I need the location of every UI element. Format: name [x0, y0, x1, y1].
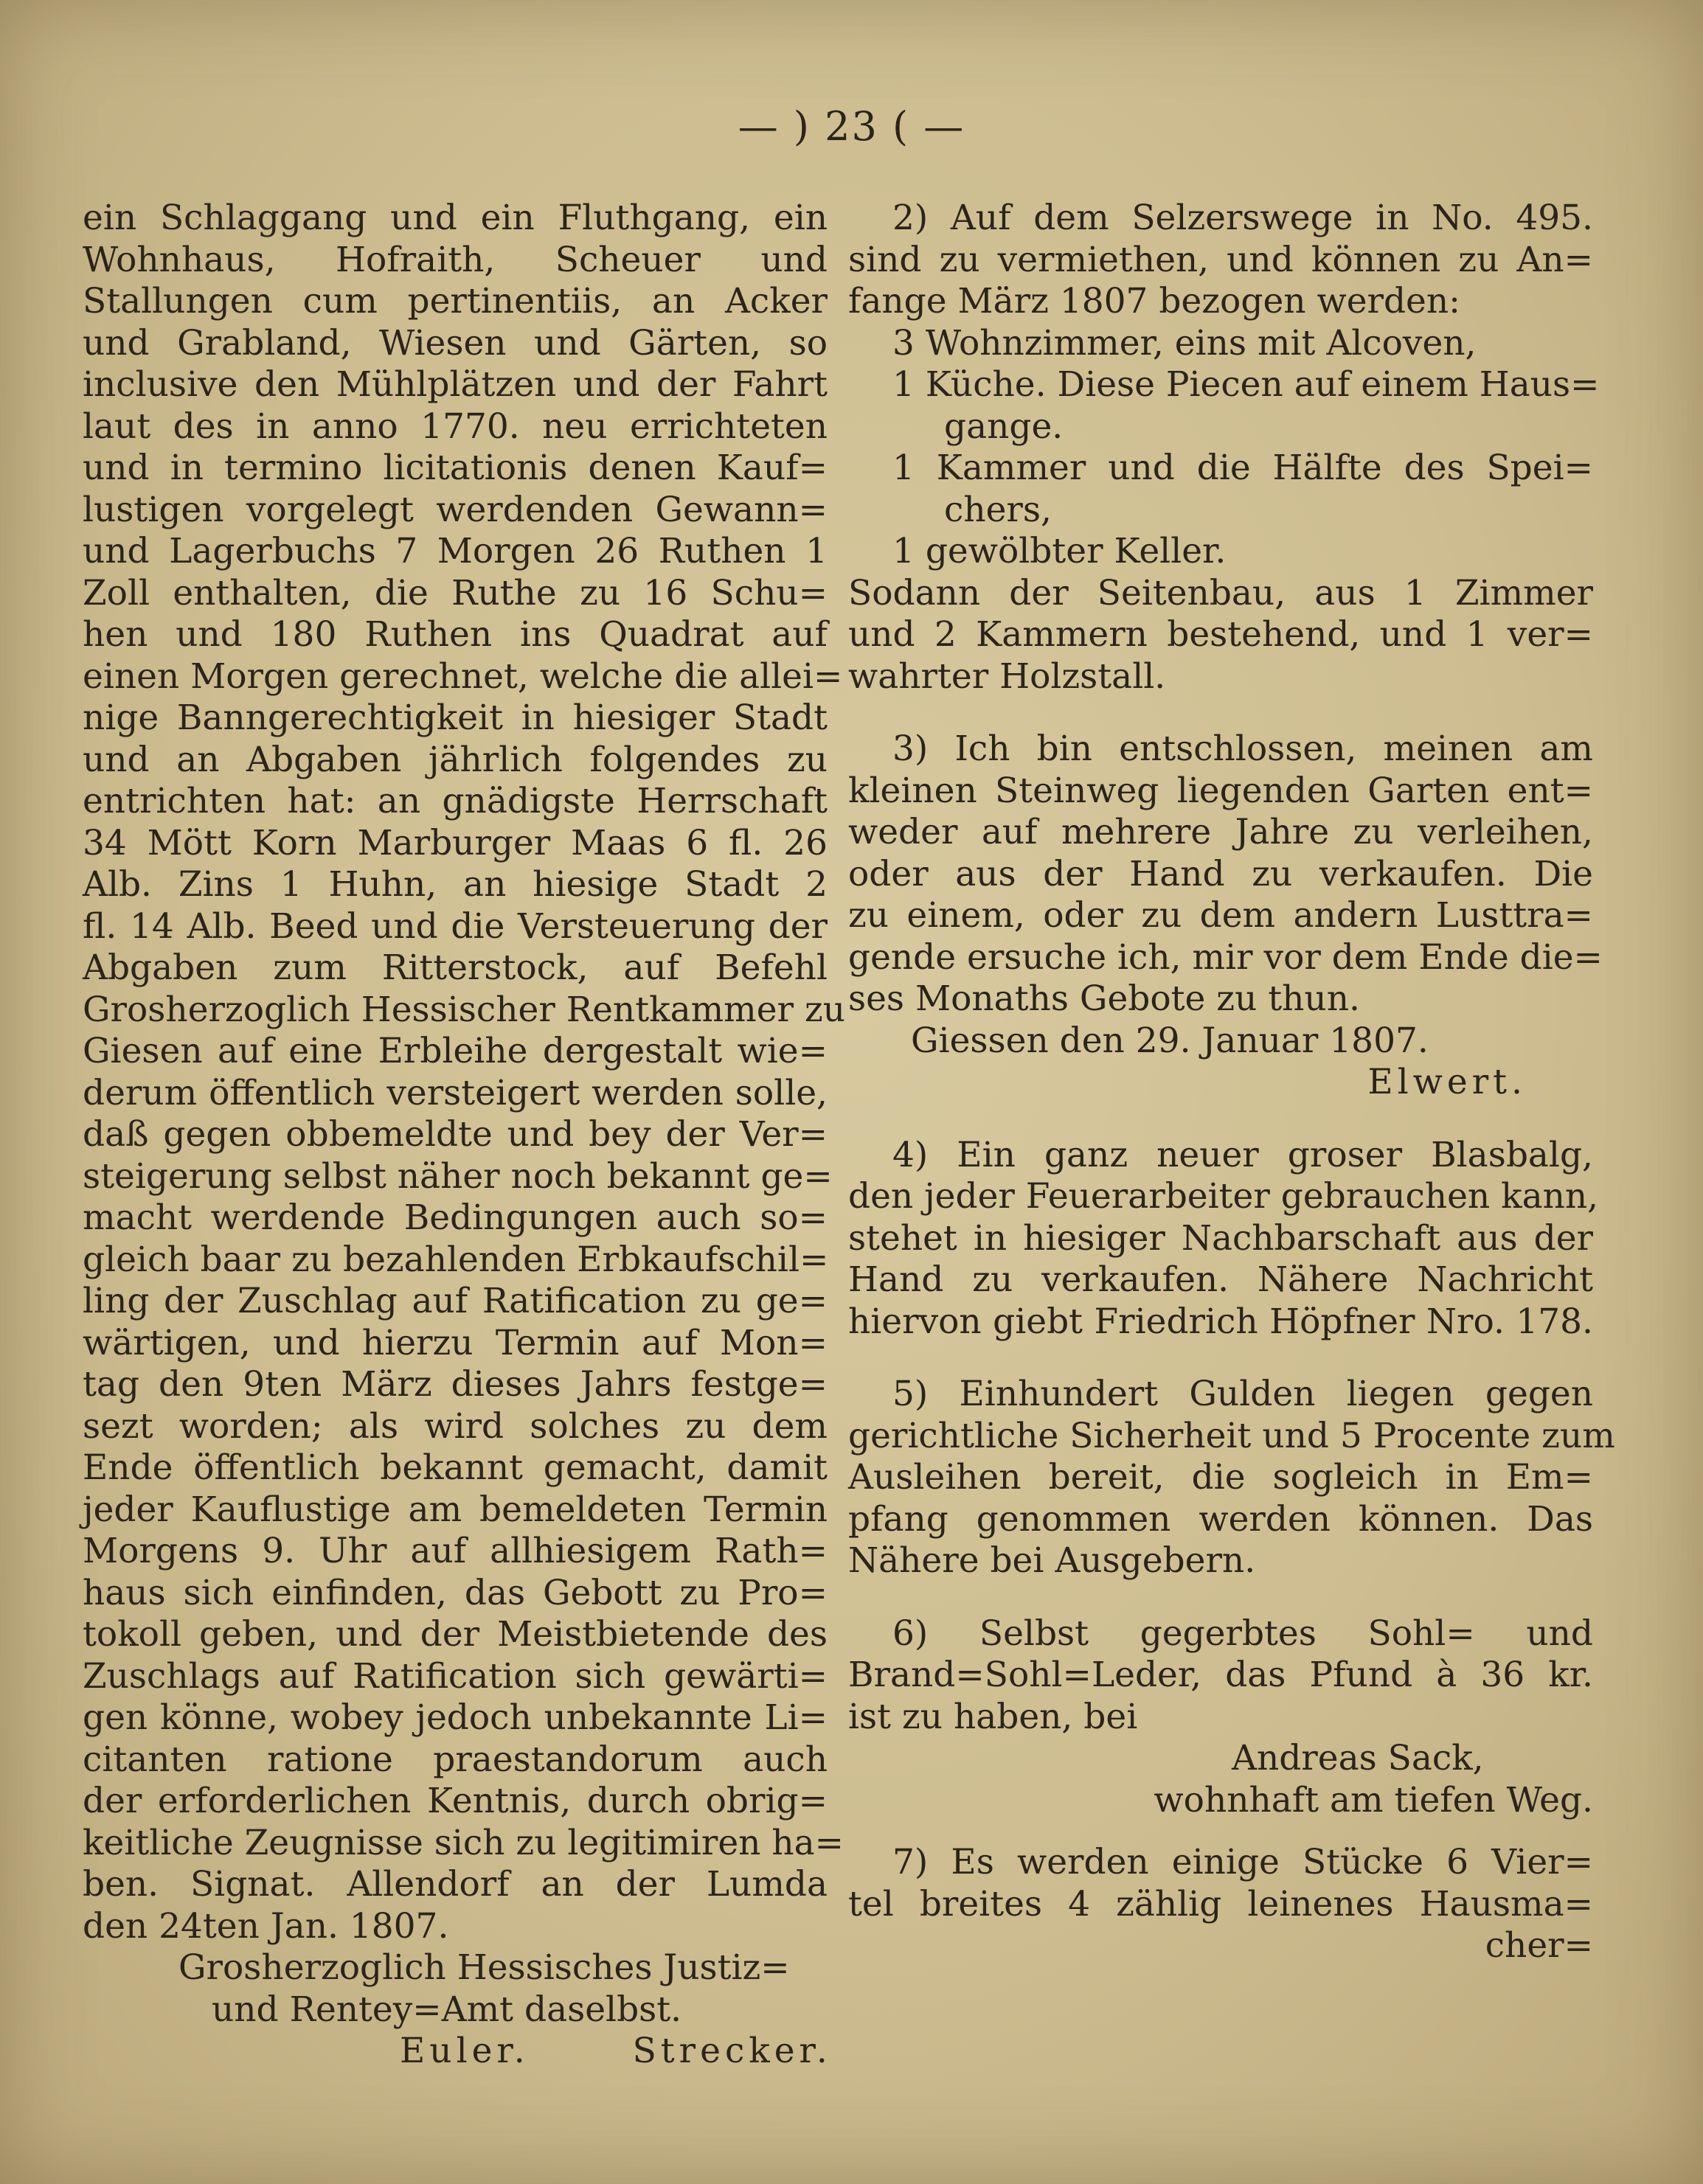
text-line: jeder Kauflustige am bemeldeten Termin	[83, 1489, 828, 1530]
text-line: gleich baar zu bezahlenden Erbkaufschil=	[83, 1239, 829, 1280]
advertiser-name: Andreas Sack,	[1232, 1738, 1484, 1778]
text-line: und in termino licitationis denen Kauf=	[83, 448, 828, 488]
text-line: wärtigen, und hierzu Termin auf Mon=	[83, 1322, 828, 1363]
text-line: den jeder Feuerarbeiter gebrauchen kann,	[848, 1176, 1599, 1217]
list-item: chers,	[944, 489, 1052, 530]
text-line: Alb. Zins 1 Huhn, an hiesige Stadt 2	[83, 864, 828, 905]
text-line: ist zu haben, bei	[848, 1696, 1138, 1737]
text-line: macht werdende Bedingungen auch so=	[83, 1197, 828, 1238]
advertiser-address: wohnhaft am tiefen Weg.	[1154, 1779, 1593, 1820]
text-line: Wohnhaus, Hofraith, Scheuer und	[83, 239, 828, 280]
text-line: oder aus der Hand zu verkaufen. Die	[848, 853, 1593, 894]
text-line: tokoll geben, und der Meistbietende des	[83, 1614, 828, 1655]
signatures	[83, 2031, 832, 2073]
text-line: hen und 180 Ruthen ins Quadrat auf	[83, 614, 828, 655]
text-line: der erforderlichen Kentnis, durch obrig=	[83, 1781, 828, 1821]
text-line: Ende öffentlich bekannt gemacht, damit	[83, 1447, 828, 1488]
text-line: entrichten hat: an gnädigste Herrschaft	[83, 781, 828, 821]
text-line: 7) Es werden einige Stücke 6 Vier=	[892, 1842, 1593, 1882]
text-line: Giesen auf eine Erbleihe dergestalt wie=	[83, 1031, 828, 1071]
text-line: gen könne, wobey jedoch unbekannte Li=	[83, 1697, 828, 1738]
text-line: gerichtliche Sicherheit und 5 Procente zum	[848, 1415, 1615, 1456]
text-line: einen Morgen gerechnet, welche die allei=	[83, 655, 843, 697]
text-line: ein Schlaggang und ein Fluthgang, ein	[83, 198, 828, 238]
text-line: daß gegen obbemeldte und bey der Ver=	[83, 1114, 828, 1155]
text-line: Grosherzoglich Hessischer Rentkammer zu	[83, 989, 845, 1030]
text-line: sind zu vermiethen, und können zu An=	[848, 239, 1593, 280]
list-item: 1 Kammer und die Hälfte des Spei=	[892, 448, 1593, 488]
text-line: Zuschlags auf Ratification sich gewärti=	[83, 1655, 828, 1697]
text-line: wahrter Holzstall.	[848, 655, 1166, 697]
text-line: sezt worden; als wird solches zu dem	[83, 1405, 828, 1447]
page-number-header: — ) 23 ( —	[738, 103, 965, 150]
text-line: gende ersuche ich, mir vor dem Ende die=	[848, 936, 1603, 978]
right-column	[848, 198, 1615, 1967]
text-line: 5) Einhundert Gulden liegen gegen	[892, 1374, 1593, 1414]
office-line: Grosherzoglich Hessisches Justiz=	[178, 1947, 790, 1988]
text-line: und Lagerbuchs 7 Morgen 26 Ruthen 1	[83, 531, 828, 571]
text-line: und an Abgaben jährlich folgendes zu	[83, 739, 828, 780]
list-item: 1 gewölbter Keller.	[892, 531, 1227, 571]
text-line: 34 Mött Korn Marburger Maas 6 fl. 26	[83, 822, 828, 863]
text-line: pfang genommen werden können. Das	[848, 1498, 1593, 1540]
list-item: 1 Küche. Diese Piecen auf einem Haus=	[892, 364, 1600, 405]
office-line: und Rentey=Amt daselbst.	[212, 1989, 682, 2030]
signature-euler: Euler.	[400, 2031, 530, 2071]
text-line: fange März 1807 bezogen werden:	[848, 281, 1460, 321]
text-line: zu einem, oder zu dem andern Lusttra=	[848, 895, 1593, 936]
list-item: gange.	[944, 406, 1064, 447]
text-line: tel breites 4 zählig leinenes Hausma=	[848, 1883, 1593, 1924]
text-line: haus sich einfinden, das Gebott zu Pro=	[83, 1572, 828, 1613]
text-line: nige Banngerechtigkeit in hiesiger Stadt	[83, 698, 828, 738]
left-column	[83, 198, 845, 2073]
text-line: Abgaben zum Ritterstock, auf Befehl	[83, 947, 828, 988]
dateline: Giessen den 29. Januar 1807.	[911, 1020, 1429, 1061]
text-line: Stallungen cum pertinentiis, an Acker	[83, 281, 828, 321]
text-line: inclusive den Mühlplätzen und der Fahrt	[83, 364, 828, 405]
text-line: steigerung selbst näher noch bekannt ge=	[83, 1155, 833, 1197]
text-line: 3) Ich bin entschlossen, meinen am	[892, 728, 1593, 769]
text-line: und 2 Kammern bestehend, und 1 ver=	[848, 614, 1593, 655]
text-line: tag den 9ten März dieses Jahrs festge=	[83, 1364, 828, 1405]
text-line: Nähere bei Ausgebern.	[848, 1540, 1256, 1581]
text-line: Morgens 9. Uhr auf allhiesigem Rath=	[83, 1531, 828, 1571]
text-line: kleinen Steinweg liegenden Garten ent=	[848, 770, 1593, 811]
text-line: citanten ratione praestandorum auch	[83, 1739, 828, 1780]
signature-strecker: Strecker.	[632, 2031, 832, 2071]
text-line: keitliche Zeugnisse sich zu legitimiren ha=	[83, 1822, 844, 1863]
text-line: ben. Signat. Allendorf an der Lumda	[83, 1864, 828, 1905]
text-line: 6) Selbst gegerbtes Sohl= und	[892, 1613, 1593, 1654]
text-line: laut des in anno 1770. neu errichteten	[83, 406, 828, 447]
text-line: und Grabland, Wiesen und Gärten, so	[83, 322, 828, 364]
text-line: weder auf mehrere Jahre zu verleihen,	[848, 812, 1593, 852]
text-line: lustigen vorgelegt werdenden Gewann=	[83, 489, 828, 530]
text-line: ses Monaths Gebote zu thun.	[848, 978, 1360, 1019]
text-line: derum öffentlich versteigert werden solle,	[83, 1072, 828, 1113]
catchword: cher=	[1485, 1925, 1593, 1966]
text-line: 4) Ein ganz neuer groser Blasbalg,	[892, 1134, 1593, 1175]
text-line: 2) Auf dem Selzerswege in No. 495.	[892, 198, 1593, 238]
text-line: fl. 14 Alb. Beed und die Versteuerung der	[83, 905, 828, 947]
text-line: Ausleihen bereit, die sogleich in Em=	[848, 1457, 1593, 1498]
text-line: Brand=Sohl=Leder, das Pfund à 36 kr.	[848, 1655, 1593, 1695]
text-line: ling der Zuschlag auf Ratification zu ge=	[83, 1281, 828, 1321]
signature-elwert: Elwert.	[1367, 1062, 1527, 1102]
list-item: 3 Wohnzimmer, eins mit Alcoven,	[892, 322, 1477, 364]
text-line: den 24ten Jan. 1807.	[83, 1905, 449, 1947]
text-line: Sodann der Seitenbau, aus 1 Zimmer	[848, 572, 1593, 613]
text-line: Zoll enthalten, die Ruthe zu 16 Schu=	[83, 572, 828, 613]
text-line: stehet in hiesiger Nachbarschaft aus der	[848, 1217, 1593, 1259]
text-line: hiervon giebt Friedrich Höpfner Nro. 178.	[848, 1301, 1593, 1342]
text-line: Hand zu verkaufen. Nähere Nachricht	[848, 1259, 1593, 1300]
